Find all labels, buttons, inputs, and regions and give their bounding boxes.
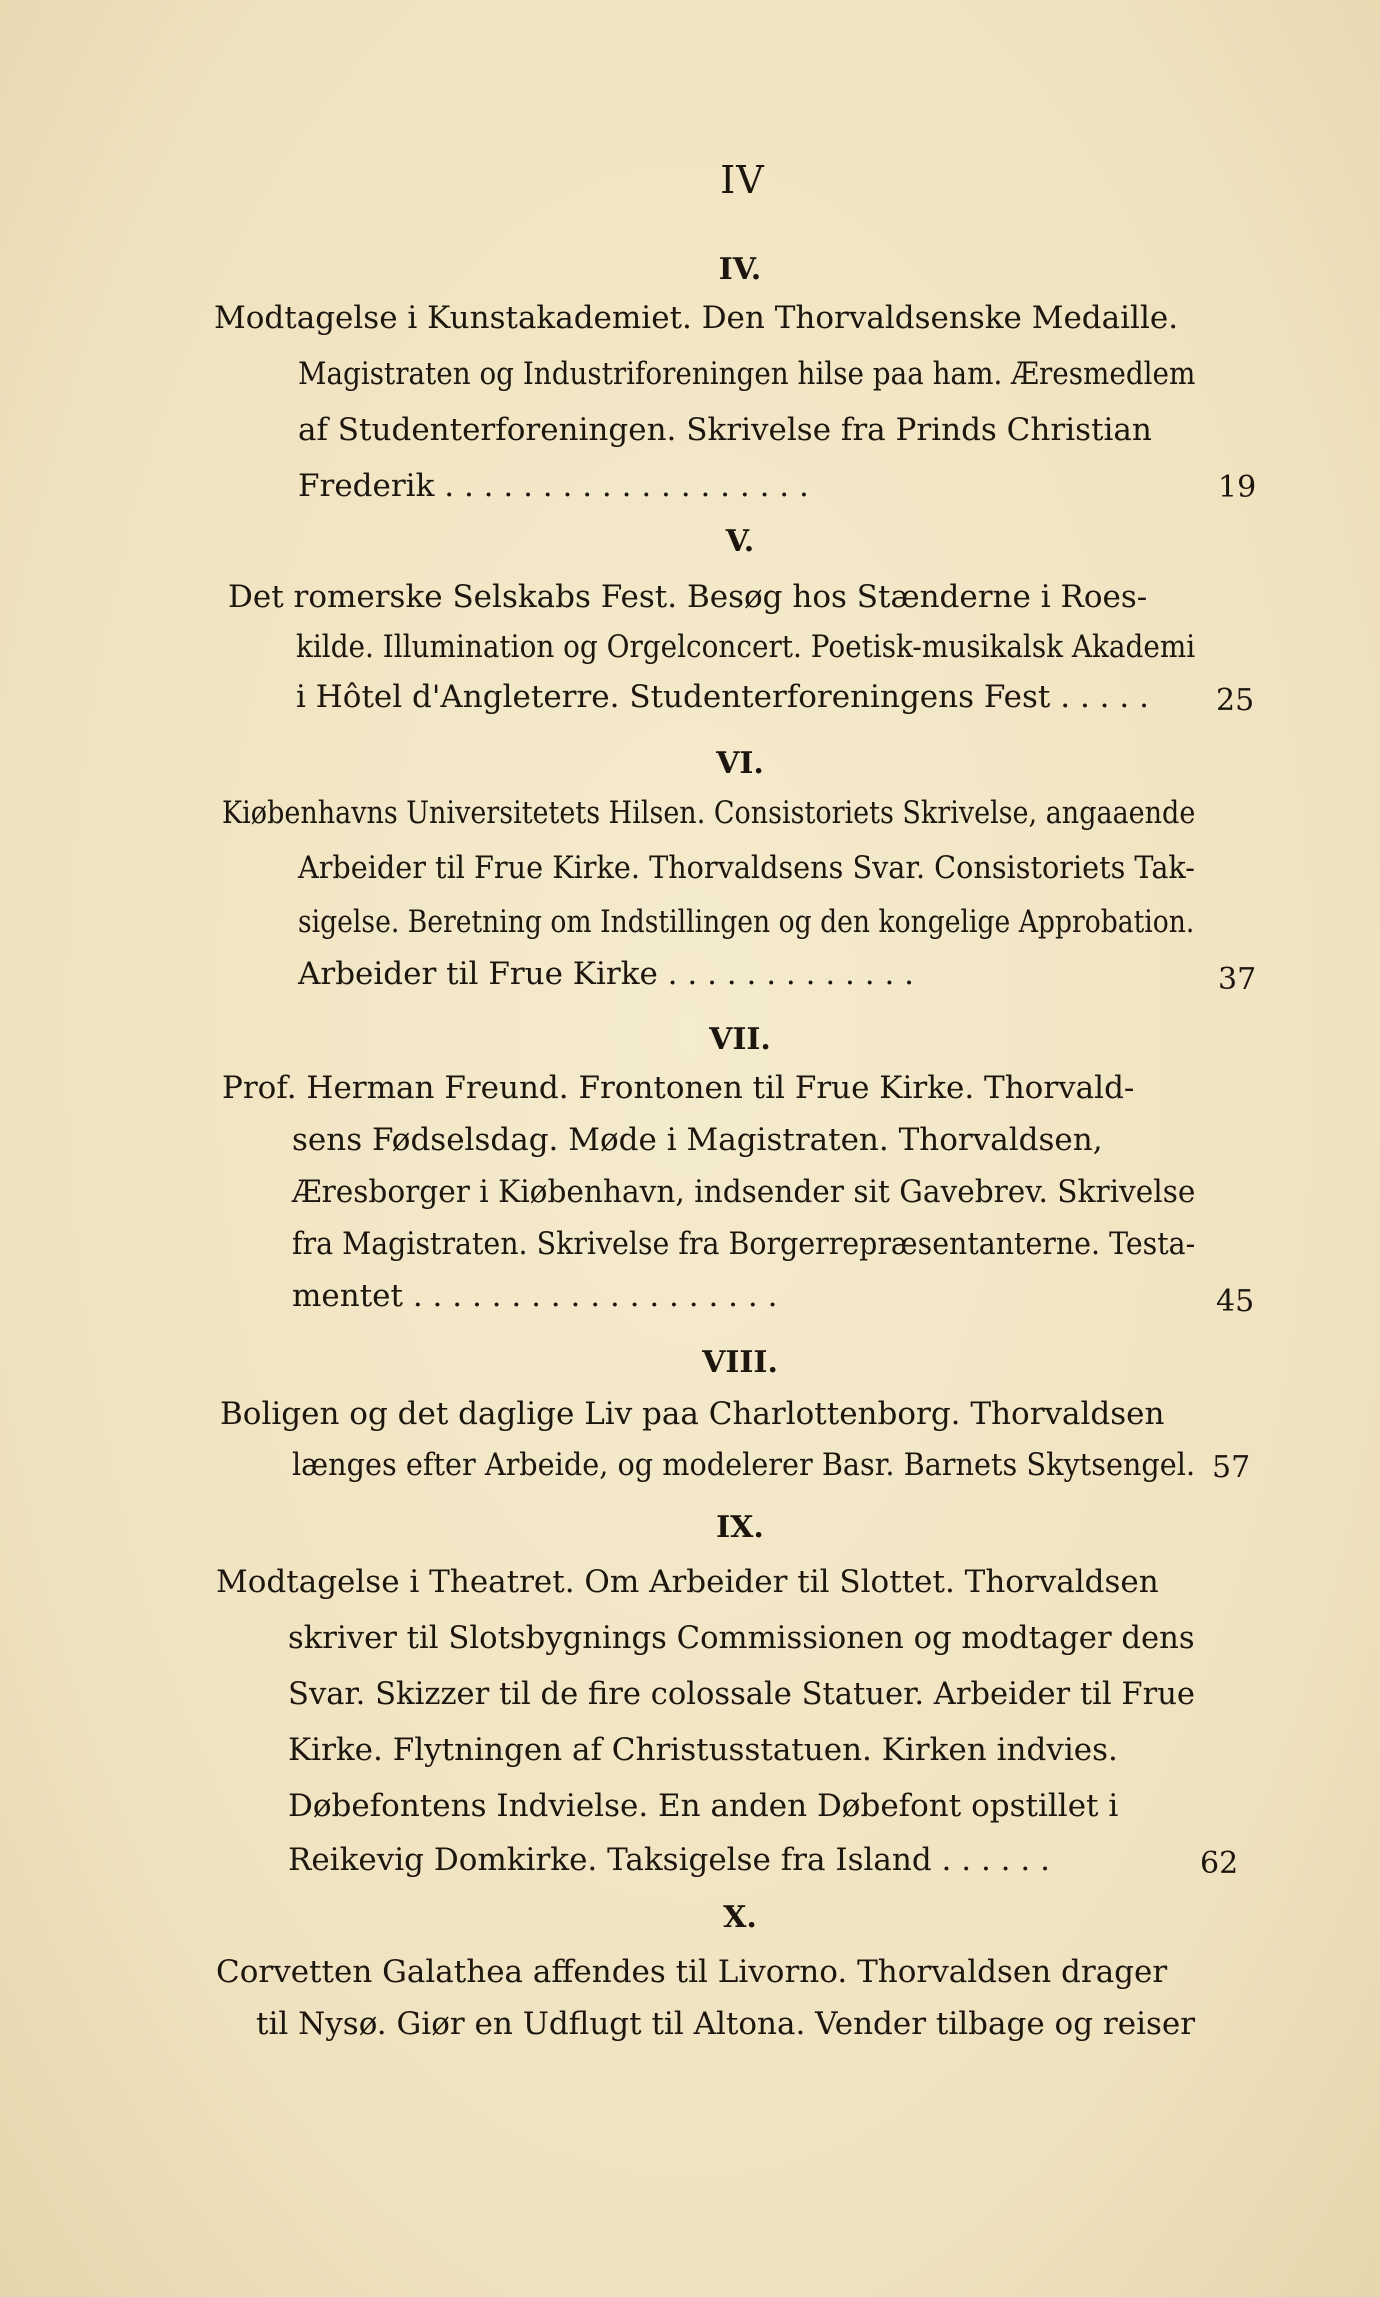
section-numeral-viii: VIII. <box>702 1345 778 1380</box>
toc-line: sens Fødselsdag. Møde i Magistraten. Thorvaldsen, <box>292 1122 1103 1158</box>
toc-line: Prof. Herman Freund. Frontonen til Frue Kirke. Thorvald- <box>222 1070 1135 1106</box>
section-numeral-vi: VI. <box>716 746 764 781</box>
section-numeral-iv: IV. <box>718 252 762 287</box>
toc-page-number: 37 <box>1218 962 1257 997</box>
toc-page-number: 19 <box>1218 470 1257 505</box>
toc-line: Arbeider til Frue Kirke . . . . . . . . . . . . . <box>298 956 915 992</box>
toc-line: sigelse. Beretning om Indstillingen og den kongelige Approbation. <box>298 904 1195 940</box>
toc-line: Corvetten Galathea affendes til Livorno. Thorvaldsen drager <box>216 1954 1168 1990</box>
toc-line: mentet . . . . . . . . . . . . . . . . . . . <box>292 1278 778 1314</box>
toc-line: Modtagelse i Theatret. Om Arbeider til Slottet. Thorvaldsen <box>216 1564 1159 1600</box>
toc-line: Kiøbenhavns Universitetets Hilsen. Consistoriets Skrivelse, angaaende <box>222 795 1196 831</box>
toc-line: Æresborger i Kiøbenhavn, indsender sit Gavebrev. Skrivelse <box>292 1174 1196 1210</box>
section-numeral-v: V. <box>725 524 755 559</box>
toc-line: af Studenterforeningen. Skrivelse fra Prinds Christian <box>298 412 1152 448</box>
toc-line: Modtagelse i Kunstakademiet. Den Thorvaldsenske Medaille. <box>214 300 1179 336</box>
toc-line: Frederik . . . . . . . . . . . . . . . . . . . <box>298 468 809 504</box>
toc-page-number: 57 <box>1212 1450 1251 1485</box>
toc-page-number: 62 <box>1200 1846 1239 1881</box>
toc-page-number: 25 <box>1216 683 1255 718</box>
section-numeral-vii: VII. <box>709 1022 771 1057</box>
toc-line: Døbefontens Indvielse. En anden Døbefont opstillet i <box>288 1788 1119 1824</box>
page-number: IV <box>720 158 765 202</box>
toc-line: fra Magistraten. Skrivelse fra Borgerrepræsentanterne. Testa- <box>292 1226 1196 1262</box>
toc-line: Magistraten og Industriforeningen hilse paa ham. Æresmedlem <box>298 356 1196 392</box>
toc-line: Kirke. Flytningen af Christusstatuen. Kirken indvies. <box>288 1732 1118 1768</box>
toc-line: i Hôtel d'Angleterre. Studenterforeningens Fest . . . . . <box>296 679 1149 715</box>
toc-line: skriver til Slotsbygnings Commissionen og modtager dens <box>288 1620 1195 1656</box>
toc-line: Arbeider til Frue Kirke. Thorvaldsens Svar. Consistoriets Tak- <box>298 850 1195 886</box>
toc-line: Reikevig Domkirke. Taksigelse fra Island . . . . . . <box>288 1842 1050 1878</box>
toc-line: Det romerske Selskabs Fest. Besøg hos Stænderne i Roes- <box>228 579 1148 615</box>
toc-line: Boligen og det daglige Liv paa Charlottenborg. Thorvaldsen <box>220 1396 1165 1432</box>
section-numeral-x: X. <box>723 1900 757 1935</box>
section-numeral-ix: IX. <box>716 1510 764 1545</box>
toc-line: Svar. Skizzer til de fire colossale Statuer. Arbeider til Frue <box>288 1676 1196 1712</box>
toc-line: kilde. Illumination og Orgelconcert. Poetisk-musikalsk Akademi <box>296 629 1196 665</box>
toc-line: længes efter Arbeide, og modelerer Basr. Barnets Skytsengel. <box>292 1447 1196 1483</box>
toc-page-number: 45 <box>1216 1284 1255 1319</box>
toc-line: til Nysø. Giør en Udflugt til Altona. Vender tilbage og reiser <box>256 2006 1196 2042</box>
